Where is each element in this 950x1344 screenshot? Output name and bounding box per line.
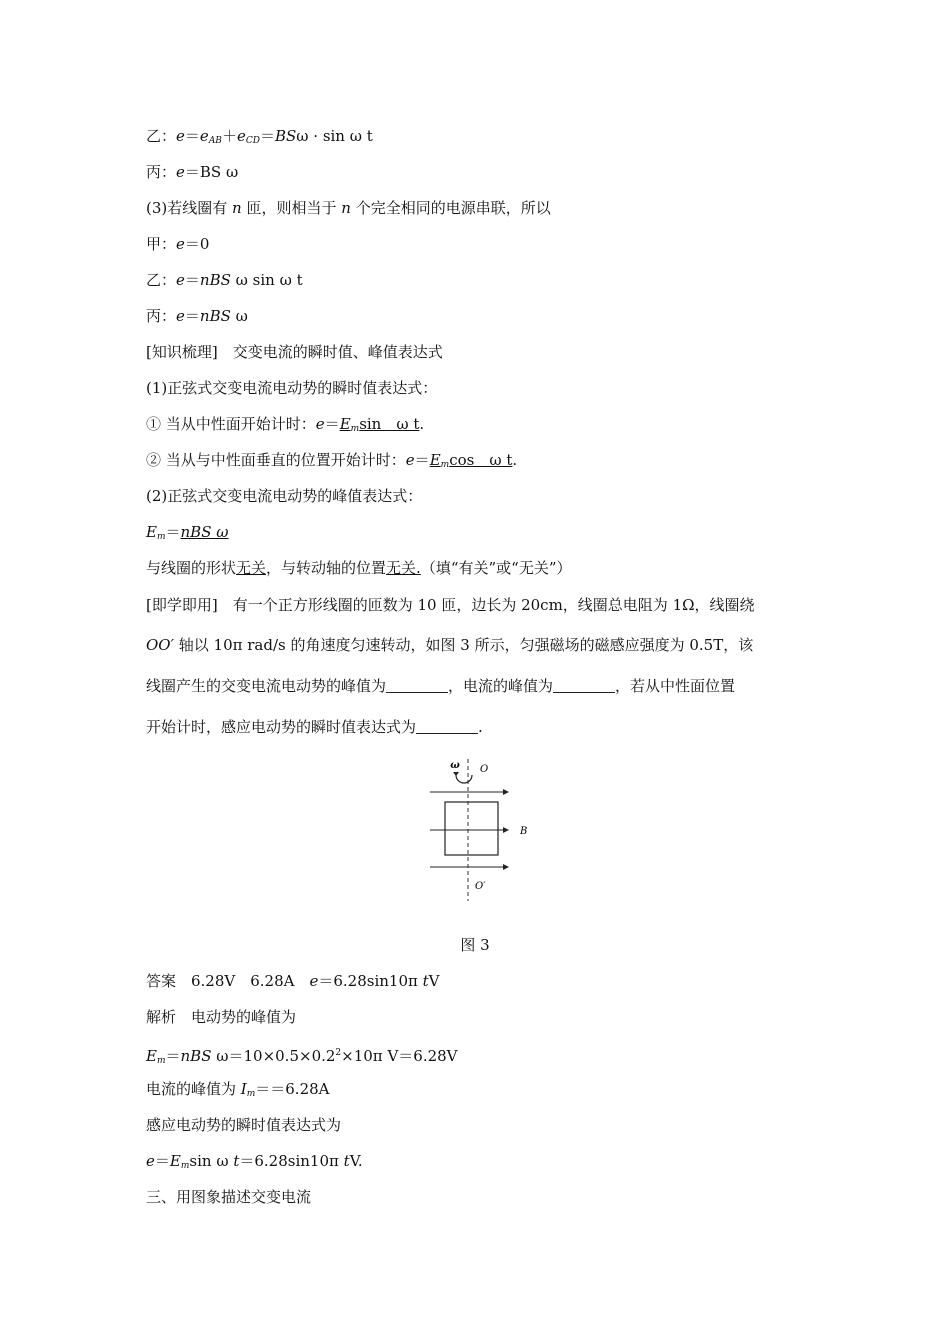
section-three-heading: 三、用图象描述交变电流	[146, 1188, 312, 1206]
line-n-turns: (3)若线圈有 n 匝，则相当于 n 个完全相同的电源串联，所以	[146, 199, 551, 217]
line-jia-n: 甲：e＝0	[146, 235, 210, 253]
answer-blank-1	[386, 678, 448, 693]
line-perpendicular-start: ② 当从与中性面垂直的位置开始计时：$e=E_m\cos$ ω t.	[146, 451, 518, 470]
b-field-label: B	[520, 826, 528, 837]
o-bottom-label: O′	[475, 881, 486, 892]
omega-label: ω	[450, 760, 460, 771]
practice-question-line-3: 线圈产生的交变电流电动势的峰值为 ，电流的峰值为 ，若从中性面位置	[146, 677, 736, 695]
answer-line: 答案 6.28V 6.28A e＝6.28sin10π tV	[146, 972, 440, 990]
analysis-heading: 解析 电动势的峰值为	[146, 1008, 297, 1026]
section-knowledge-heading: [知识梳理] 交变电流的瞬时值、峰值表达式	[146, 343, 443, 361]
answer-blank-3	[416, 719, 478, 734]
line-bing-series: 丙：e＝BS ω	[146, 163, 239, 181]
practice-question-line-4: 开始计时，感应电动势的瞬时值表达式为 .	[146, 718, 483, 736]
rotation-arrow	[456, 775, 472, 783]
o-top-label: O	[480, 764, 489, 775]
figure-caption: 图 3	[460, 936, 490, 954]
square-coil	[445, 802, 498, 855]
practice-question-line-2: OO′ 轴以 10π rad/s 的角速度匀速转动，如图 3 所示，匀强磁场的磁感应强度为 0.5T，该	[146, 636, 754, 654]
analysis-instant-formula: $e=E_m\sin$ ω t＝6.28sin10π tV.	[146, 1152, 363, 1171]
line-shape-independence: 与线圈的形状无关，与转动轴的位置无关.（填“有关”或“无关”）	[146, 559, 572, 577]
practice-question-line-1: [即学即用] 有一个正方形线圈的匝数为 10 匝，边长为 20cm，线圈总电阻为 1Ω，线圈绕	[146, 596, 755, 614]
line-instant-expression-title: (1)正弦式交变电流电动势的瞬时值表达式：	[146, 379, 438, 397]
line-bing-n: 丙：e＝nBS ω	[146, 307, 248, 325]
line-peak-formula: $E_m=nBS$ ω	[146, 523, 229, 542]
analysis-peak-current: 电流的峰值为 $I_m==6.28A$	[146, 1080, 330, 1099]
analysis-instant-title: 感应电动势的瞬时值表达式为	[146, 1116, 342, 1134]
figure-coil-diagram	[420, 755, 540, 905]
line-peak-expression-title: (2)正弦式交变电流电动势的峰值表达式：	[146, 487, 423, 505]
analysis-peak-emf: $E_m=nBS$ $\omega=10\times 0.5\times 0.2^2\times 10\pi$ V＝6.28V	[146, 1047, 458, 1066]
line-yi-n: 乙：e＝nBS ω sin ω t	[146, 271, 303, 289]
line-yi-series: 乙：$e=e_{AB}+e_{CD}=BS\omega \cdot \sin \omega$ t	[146, 127, 373, 146]
line-neutral-plane-start: ① 当从中性面开始计时：$e=E_m\sin$ ω t.	[146, 415, 425, 434]
answer-blank-2	[553, 678, 615, 693]
